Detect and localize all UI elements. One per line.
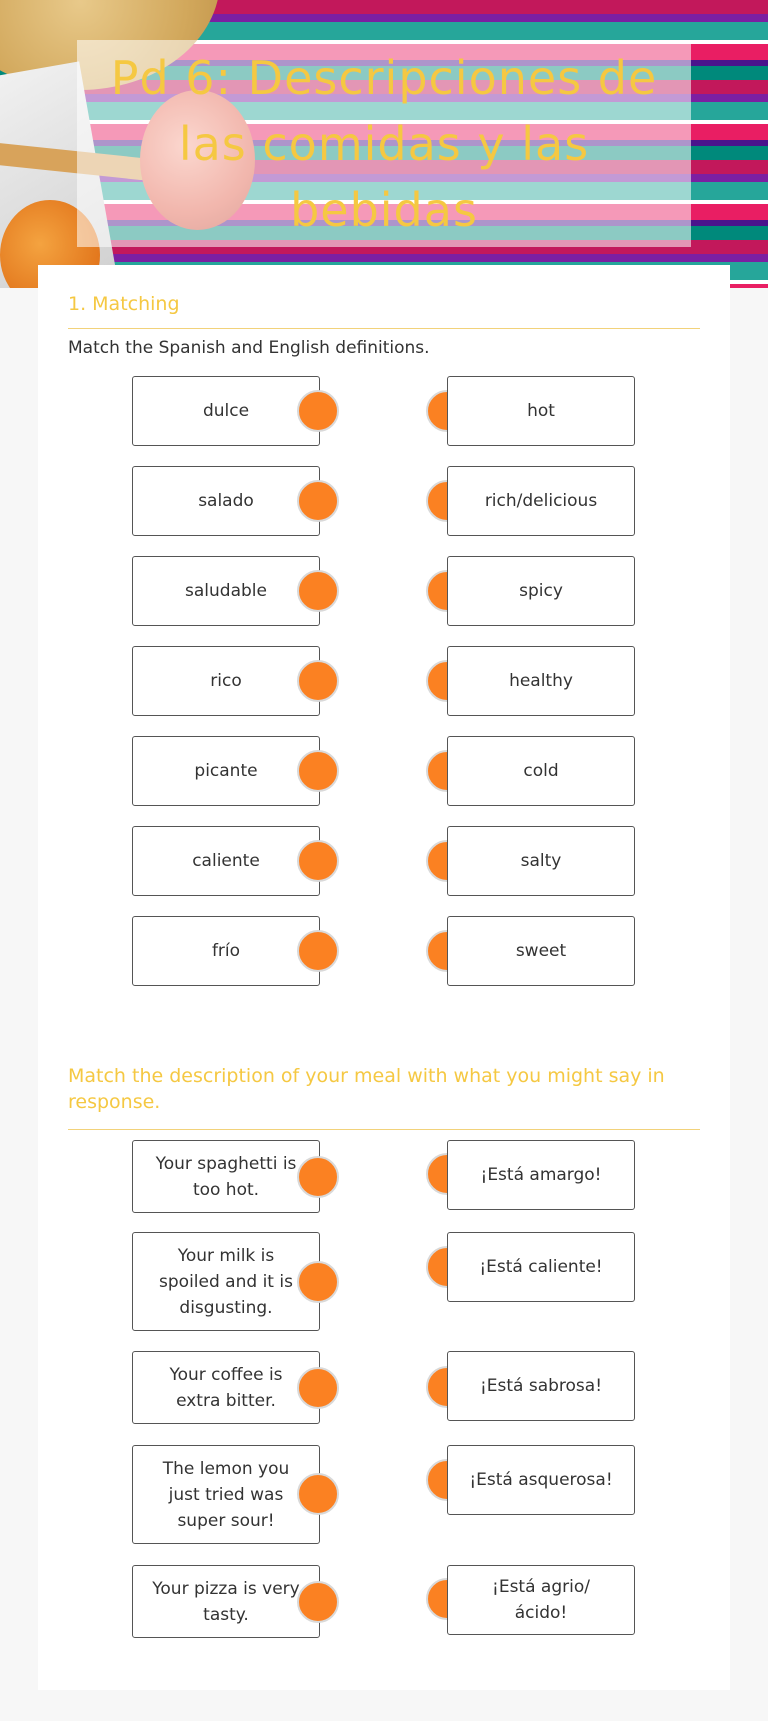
match-right-item[interactable]: healthy: [447, 646, 635, 716]
match-right-item[interactable]: spicy: [447, 556, 635, 626]
title-box: [77, 40, 691, 247]
match-left-item[interactable]: caliente: [132, 826, 320, 896]
match-left-item[interactable]: Your spaghetti is too hot.: [132, 1140, 320, 1213]
instructions-text: Match the Spanish and English definitions.: [68, 338, 430, 358]
match-right-item[interactable]: salty: [447, 826, 635, 896]
header-banner-image: [0, 0, 768, 288]
match-connector-dot[interactable]: [297, 750, 339, 792]
match-connector-dot[interactable]: [297, 480, 339, 522]
match-connector-dot[interactable]: [297, 570, 339, 612]
page-title: Pd 6: Descripciones de las comidas y las bebidas: [110, 50, 658, 237]
match-connector-dot[interactable]: [297, 1261, 339, 1303]
match-left-item[interactable]: saludable: [132, 556, 320, 626]
match-connector-dot[interactable]: [297, 930, 339, 972]
section-heading-matching: 1. Matching: [68, 293, 180, 315]
section-divider: [68, 328, 700, 329]
match-left-item[interactable]: rico: [132, 646, 320, 716]
match-right-item[interactable]: cold: [447, 736, 635, 806]
match-right-item[interactable]: hot: [447, 376, 635, 446]
match-left-item[interactable]: dulce: [132, 376, 320, 446]
match-connector-dot[interactable]: [297, 1581, 339, 1623]
match-right-item[interactable]: ¡Está caliente!: [447, 1232, 635, 1302]
section-heading-responses: Match the description of your meal with what you might say in response.: [68, 1065, 665, 1113]
match-connector-dot[interactable]: [297, 390, 339, 432]
match-connector-dot[interactable]: [297, 1473, 339, 1515]
match-left-item[interactable]: salado: [132, 466, 320, 536]
match-connector-dot[interactable]: [297, 660, 339, 702]
match-left-item[interactable]: Your coffee is extra bitter.: [132, 1351, 320, 1424]
match-right-item[interactable]: ¡Está asquerosa!: [447, 1445, 635, 1515]
match-left-item[interactable]: picante: [132, 736, 320, 806]
section-divider: [68, 1129, 700, 1130]
match-connector-dot[interactable]: [297, 1367, 339, 1409]
match-connector-dot[interactable]: [297, 840, 339, 882]
match-left-item[interactable]: Your pizza is very tasty.: [132, 1565, 320, 1638]
match-left-item[interactable]: The lemon you just tried was super sour!: [132, 1445, 320, 1544]
match-right-item[interactable]: ¡Está agrio/ácido!: [447, 1565, 635, 1635]
match-left-item[interactable]: Your milk is spoiled and it is disgusting.: [132, 1232, 320, 1331]
match-right-item[interactable]: ¡Está amargo!: [447, 1140, 635, 1210]
match-right-item[interactable]: sweet: [447, 916, 635, 986]
match-right-item[interactable]: rich/delicious: [447, 466, 635, 536]
match-left-item[interactable]: frío: [132, 916, 320, 986]
match-right-item[interactable]: ¡Está sabrosa!: [447, 1351, 635, 1421]
match-connector-dot[interactable]: [297, 1156, 339, 1198]
worksheet-card: [38, 265, 730, 1690]
